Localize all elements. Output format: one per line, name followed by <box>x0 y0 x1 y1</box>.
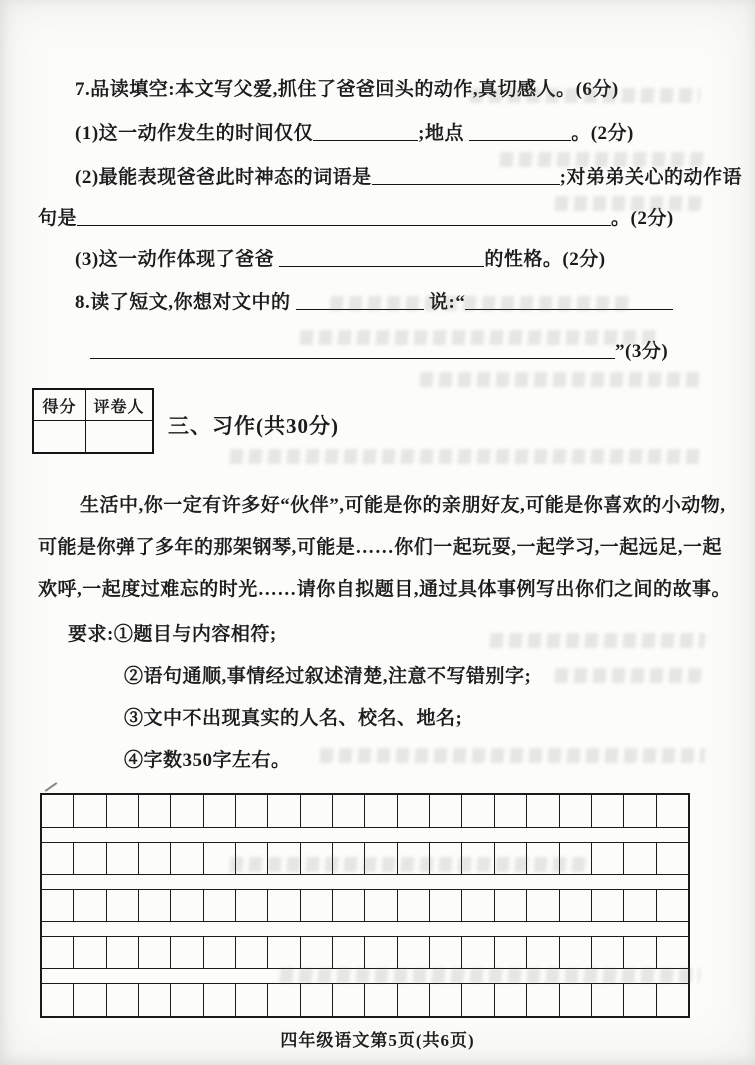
question-8-continued <box>90 338 668 365</box>
grid-cell <box>301 795 333 827</box>
q8-post-text: ”(3分) <box>615 341 669 362</box>
grid-cell <box>204 937 236 968</box>
grid-cell <box>430 937 462 968</box>
grid-cell <box>592 984 624 1016</box>
grid-cell <box>107 890 139 921</box>
grid-cell <box>301 937 333 968</box>
grid-cell <box>430 984 462 1016</box>
grid-cell <box>42 984 74 1016</box>
grid-cell <box>107 937 139 968</box>
grid-cell <box>42 795 74 827</box>
grid-cell <box>365 795 397 827</box>
ink-bleed-artifact <box>419 372 700 387</box>
score-value-cell <box>34 421 86 452</box>
grid-cell <box>171 890 203 921</box>
grid-cell <box>301 843 333 874</box>
grid-cell <box>560 984 592 1016</box>
grid-cell <box>527 843 559 874</box>
grid-cell <box>624 984 656 1016</box>
ink-bleed-artifact <box>319 748 705 763</box>
requirement-1: 要求:①题目与内容相符; <box>68 624 277 645</box>
grid-cell <box>333 984 365 1016</box>
q8-person-blank <box>296 291 424 310</box>
q7p1-mid-text: ;地点 <box>418 123 464 144</box>
question-8 <box>75 289 673 316</box>
question-7-part2-continued <box>38 205 674 232</box>
grid-row <box>42 842 688 875</box>
requirement-4: ④字数350字左右。 <box>124 750 291 771</box>
prompt-line-3: 欢呼,一起度过难忘的时光……请你自拟题目,通过具体事例写出你们之间的故事。 <box>38 579 732 600</box>
grid-cell <box>495 795 527 827</box>
grid-cell <box>592 890 624 921</box>
grid-cell <box>592 843 624 874</box>
grid-cell <box>236 843 268 874</box>
grid-cell <box>139 843 171 874</box>
grid-cell <box>365 843 397 874</box>
grid-cell <box>333 843 365 874</box>
grid-cell <box>42 890 74 921</box>
prompt-line-2: 可能是你弹了多年的那架钢琴,可能是……你们一起玩耍,一起学习,一起远足,一起 <box>38 537 723 558</box>
grid-cell <box>139 795 171 827</box>
q7p2b-pre-text: 句是 <box>38 208 78 229</box>
grid-cell <box>462 937 494 968</box>
grid-cell <box>495 937 527 968</box>
grid-cell <box>624 795 656 827</box>
grid-cell <box>204 890 236 921</box>
grader-value-cell <box>86 421 152 452</box>
grid-cell <box>657 937 688 968</box>
grid-row <box>42 795 688 828</box>
grid-cell <box>495 890 527 921</box>
grid-cell <box>42 937 74 968</box>
grid-row <box>42 983 688 1016</box>
prompt-line-1: 生活中,你一定有许多好“伙伴”,可能是你的亲朋好友,可能是你喜欢的小动物, <box>80 495 726 516</box>
grid-cell <box>495 843 527 874</box>
question-7-stem-text: 7.品读填空:本文写父爱,抓住了爸爸回头的动作,真切感人。(6分) <box>75 79 619 100</box>
grid-cell <box>560 843 592 874</box>
grid-cell <box>624 937 656 968</box>
stray-pen-mark <box>45 782 58 792</box>
grid-cell <box>495 984 527 1016</box>
q7p3-pre-text: (3)这一动作体现了爸爸 <box>75 249 275 270</box>
grid-cell <box>171 937 203 968</box>
grid-cell <box>171 843 203 874</box>
grid-cell <box>139 984 171 1016</box>
grid-cell <box>139 890 171 921</box>
question-7-part2 <box>75 164 742 191</box>
grid-cell <box>592 937 624 968</box>
grid-cell <box>398 843 430 874</box>
grid-cell <box>560 890 592 921</box>
grid-cell <box>657 843 688 874</box>
grid-cell <box>398 890 430 921</box>
grid-cell <box>204 795 236 827</box>
grid-cell <box>236 984 268 1016</box>
q8-say-blank-line2 <box>90 340 615 359</box>
grid-row <box>42 889 688 922</box>
grid-cell <box>107 843 139 874</box>
grid-cell <box>398 937 430 968</box>
q7p2-word-blank <box>372 166 560 185</box>
grid-cell <box>139 937 171 968</box>
page-footer: 四年级语文第5页(共6页) <box>280 1031 475 1050</box>
grid-cell <box>365 890 397 921</box>
grid-cell <box>42 843 74 874</box>
grid-row <box>42 936 688 969</box>
grid-cell <box>74 795 106 827</box>
grid-cell <box>657 795 688 827</box>
grid-cell <box>301 890 333 921</box>
grid-cell <box>333 937 365 968</box>
grid-cell <box>171 795 203 827</box>
q8-pre-text: 8.读了短文,你想对文中的 <box>75 292 291 313</box>
requirement-3: ③文中不出现真实的人名、校名、地名; <box>124 708 463 729</box>
q7p1-place-blank <box>469 122 571 141</box>
grid-cell <box>430 843 462 874</box>
grid-cell <box>268 795 300 827</box>
grid-cell <box>398 795 430 827</box>
q7p2b-sentence-blank <box>77 207 611 226</box>
q7p2b-post-text: 。(2分) <box>611 208 674 229</box>
grid-cell <box>236 937 268 968</box>
grid-cell <box>462 890 494 921</box>
grid-cell <box>333 795 365 827</box>
question-7-part3 <box>75 246 606 273</box>
question-7-stem <box>75 76 619 103</box>
grid-cell <box>107 984 139 1016</box>
q8-say-blank-line1 <box>465 291 673 310</box>
grid-cell <box>560 795 592 827</box>
grid-cell <box>624 890 656 921</box>
grid-cell <box>74 937 106 968</box>
q8-mid-text: 说:“ <box>429 292 466 313</box>
grid-cell <box>365 937 397 968</box>
grid-cell <box>624 843 656 874</box>
grid-cell <box>365 984 397 1016</box>
grid-cell <box>236 890 268 921</box>
score-box <box>32 388 154 454</box>
grid-cell <box>171 984 203 1016</box>
grid-cell <box>107 795 139 827</box>
grid-cell <box>462 795 494 827</box>
grid-cell <box>527 984 559 1016</box>
q7p1-pre-text: (1)这一动作发生的时间仅仅 <box>75 123 314 144</box>
grid-cell <box>74 890 106 921</box>
section-title: 三、习作(共30分) <box>168 414 339 438</box>
q7p3-character-blank <box>279 248 484 267</box>
grid-cell <box>462 984 494 1016</box>
grid-cell <box>430 795 462 827</box>
grid-cell <box>560 937 592 968</box>
ink-bleed-artifact <box>554 668 705 683</box>
grid-cell <box>301 984 333 1016</box>
grid-cell <box>333 890 365 921</box>
grid-cell <box>527 937 559 968</box>
grid-cell <box>527 890 559 921</box>
grid-cell <box>268 984 300 1016</box>
grid-cell <box>74 984 106 1016</box>
grid-cell <box>430 890 462 921</box>
question-7-part1 <box>75 120 634 147</box>
grid-cell <box>268 890 300 921</box>
grid-cell <box>204 984 236 1016</box>
ink-bleed-artifact <box>489 633 705 648</box>
q7p2-post-text: ;对弟弟关心的动作语 <box>559 167 742 188</box>
grid-cell <box>204 843 236 874</box>
grid-cell <box>398 984 430 1016</box>
ink-bleed-artifact <box>229 449 700 464</box>
grid-cell <box>462 843 494 874</box>
q7p3-post-text: 的性格。(2分) <box>484 249 606 270</box>
requirement-2: ②语句通顺,事情经过叙述清楚,注意不写错别字; <box>124 666 532 687</box>
composition-grid <box>40 793 690 1018</box>
q7p1-time-blank <box>313 122 418 141</box>
grid-cell <box>592 795 624 827</box>
grid-cell <box>268 843 300 874</box>
grid-cell <box>527 795 559 827</box>
grid-cell <box>657 890 688 921</box>
grid-cell <box>268 937 300 968</box>
score-label: 得分 <box>34 390 86 421</box>
grader-label: 评卷人 <box>86 390 152 421</box>
grid-cell <box>236 795 268 827</box>
q7p1-post-text: 。(2分) <box>571 123 634 144</box>
grid-cell <box>74 843 106 874</box>
grid-cell <box>657 984 688 1016</box>
q7p2-pre-text: (2)最能表现爸爸此时神态的词语是 <box>75 167 372 188</box>
